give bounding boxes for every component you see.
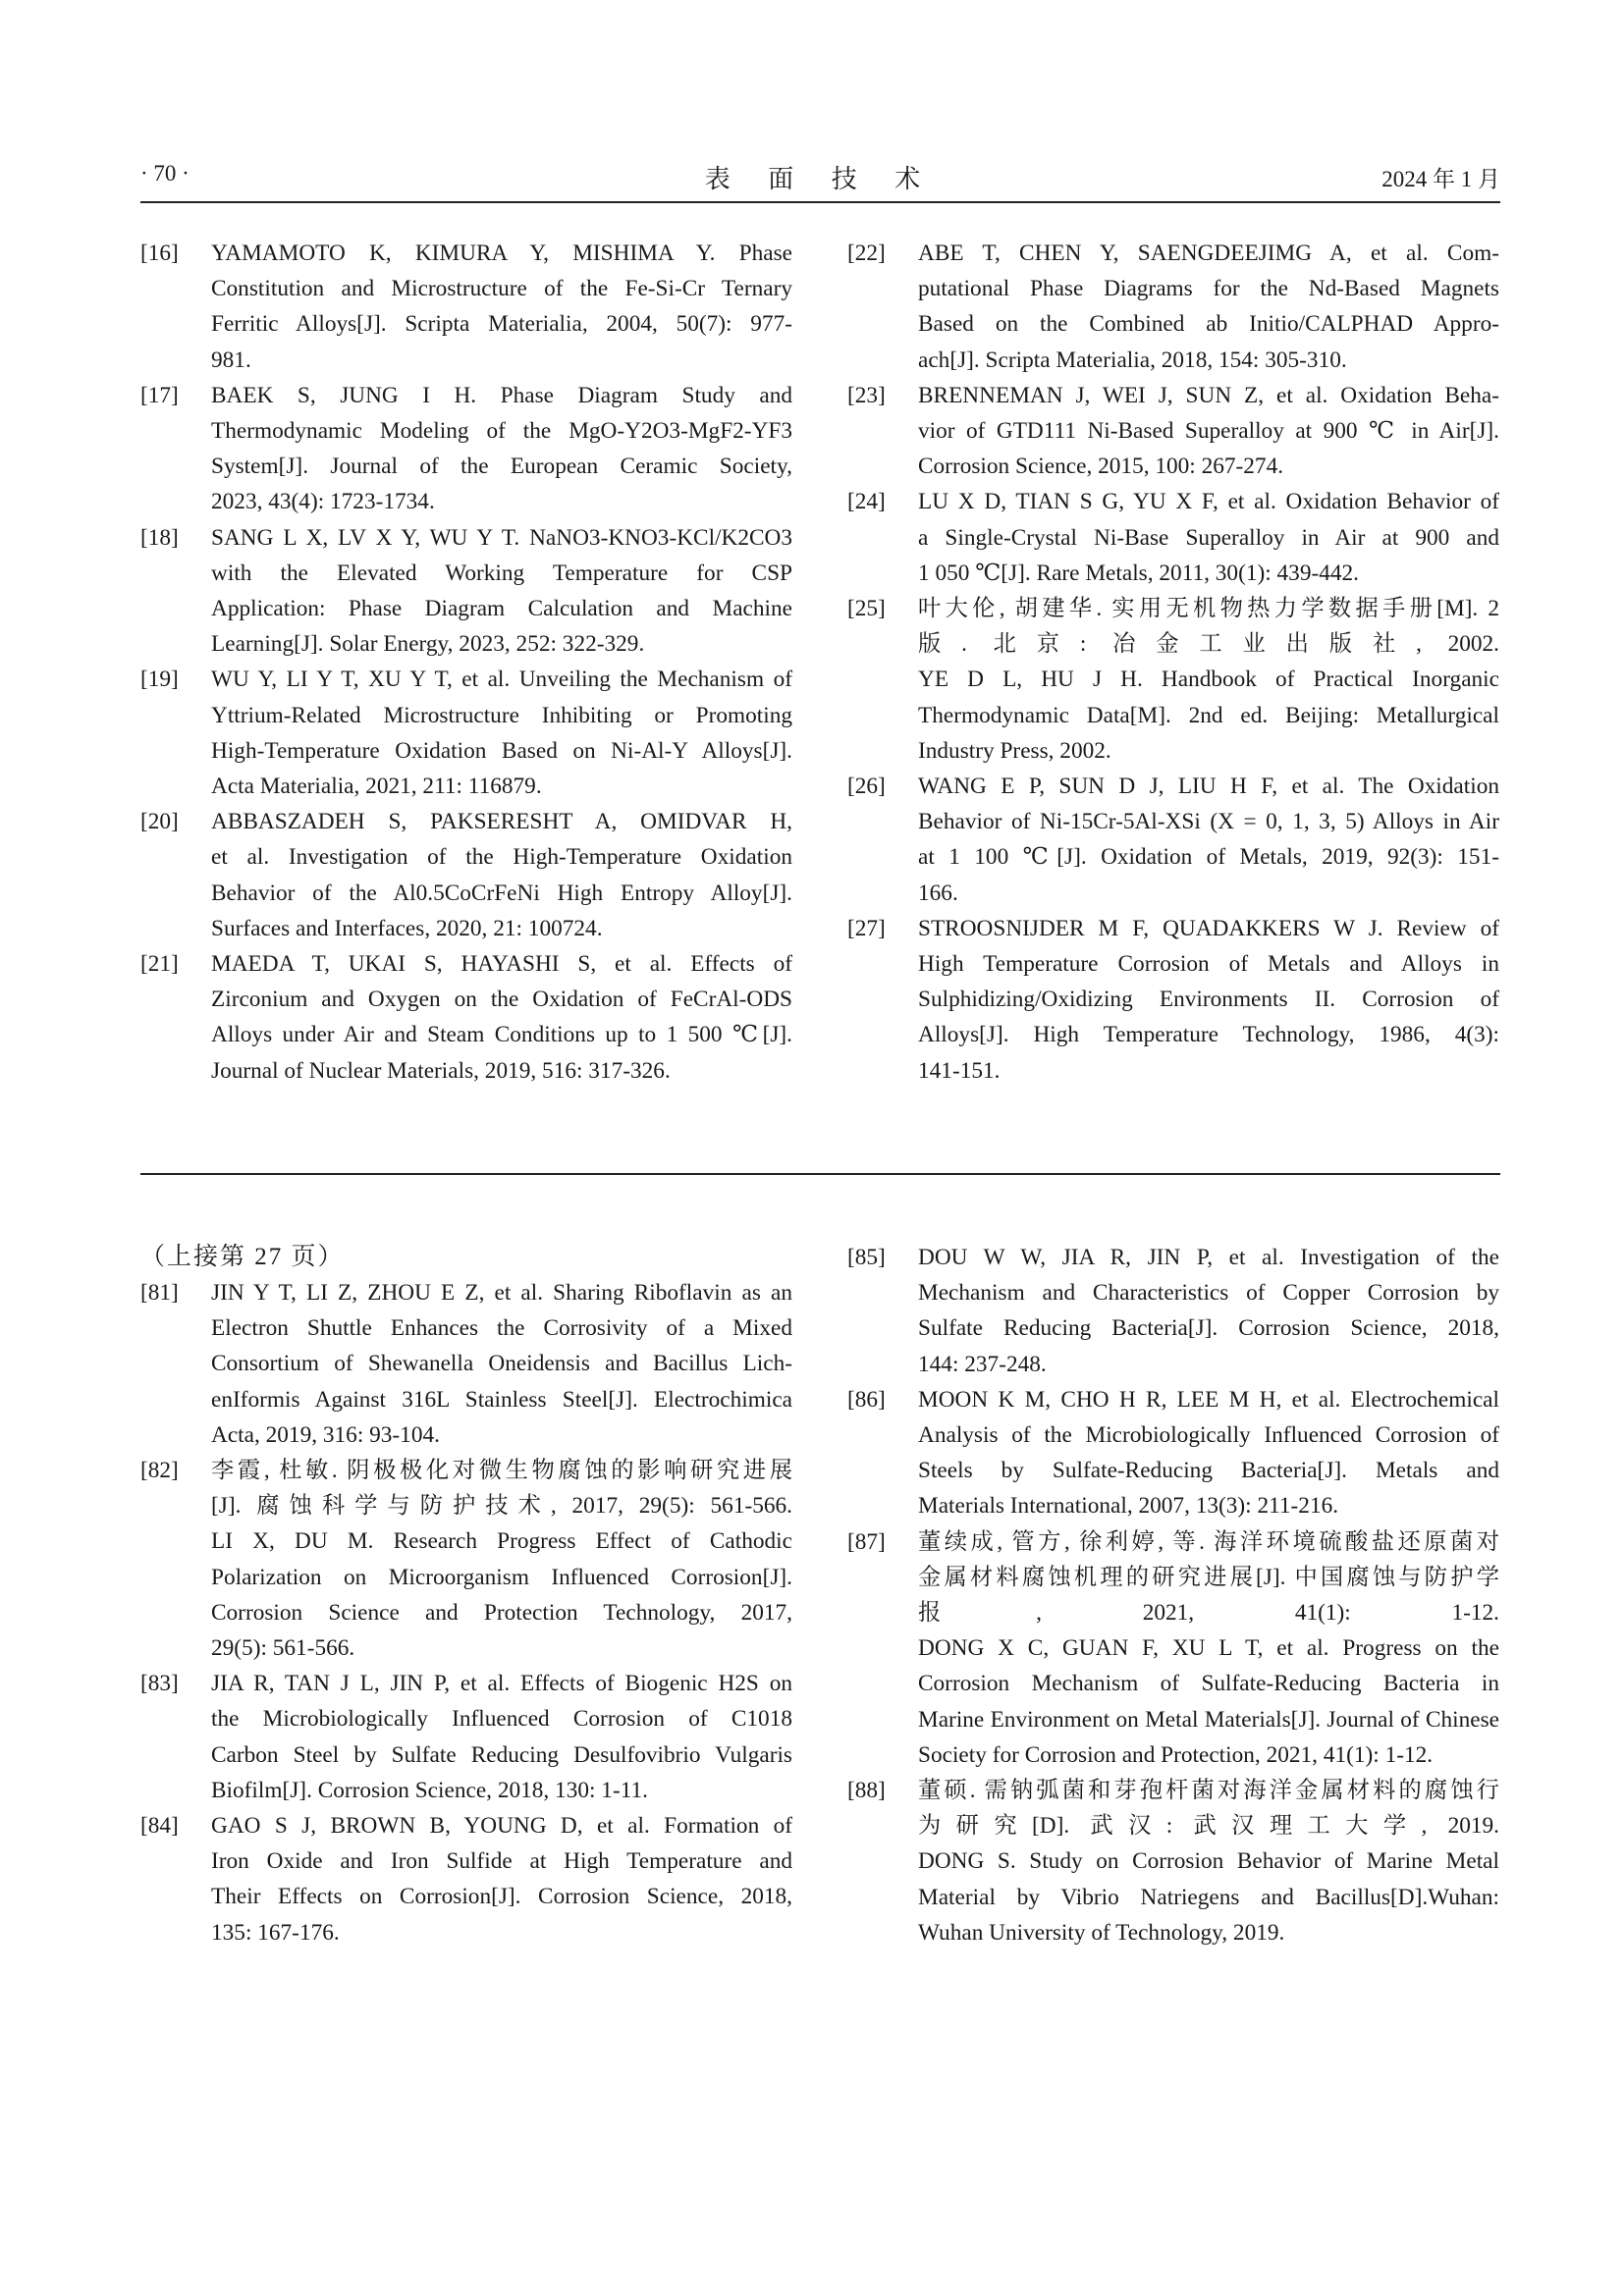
reference-line: YE D L, HU J H. Handbook of Practical Inorganic bbox=[918, 667, 1499, 693]
reference-line: Consortium of Shewanella Oneidensis and Bacillus Lich- bbox=[211, 1351, 792, 1377]
reference-line: 金属材料腐蚀机理的研究进展[J]. 中国腐蚀与防护学 bbox=[918, 1564, 1499, 1590]
reference-line: Mechanism and Characteristics of Copper Corrosion by bbox=[918, 1280, 1499, 1307]
reference-line: Alloys under Air and Steam Conditions up to 1 500 ℃[J]. bbox=[211, 1022, 792, 1048]
reference-number: [23] bbox=[847, 382, 886, 408]
reference-column-bottom-right bbox=[847, 1240, 1499, 1950]
reference-number: [87] bbox=[847, 1528, 886, 1555]
reference-column-top-right bbox=[847, 236, 1499, 1089]
reference-column-top-left bbox=[140, 236, 792, 1089]
reference-line: MOON K M, CHO H R, LEE M H, et al. Electrochemical bbox=[918, 1386, 1499, 1413]
reference-number: [25] bbox=[847, 596, 886, 622]
reference-line: ABBASZADEH S, PAKSERESHT A, OMIDVAR H, bbox=[211, 809, 792, 835]
reference-line: MAEDA T, UKAI S, HAYASHI S, et al. Effects of bbox=[211, 951, 792, 978]
reference-line: 135: 167-176. bbox=[211, 1919, 340, 1946]
reference-line: JIA R, TAN J L, JIN P, et al. Effects of Biogenic H2S on bbox=[211, 1671, 792, 1697]
reference-line: Industry Press, 2002. bbox=[918, 737, 1111, 764]
reference-line: System[J]. Journal of the European Ceramic Society, bbox=[211, 454, 792, 480]
reference-line: the Microbiologically Influenced Corrosion of C1018 bbox=[211, 1706, 792, 1733]
reference-line: Biofilm[J]. Corrosion Science, 2018, 130: 1-11. bbox=[211, 1777, 648, 1803]
reference-line: WU Y, LI Y T, XU Y T, et al. Unveiling the Mechanism of bbox=[211, 667, 792, 693]
reference-line: YAMAMOTO K, KIMURA Y, MISHIMA Y. Phase bbox=[211, 240, 792, 266]
reference-entry bbox=[140, 1275, 792, 1453]
reference-line: Society for Corrosion and Protection, 2021, 41(1): 1-12. bbox=[918, 1741, 1434, 1768]
reference-line: 董硕. 需钠弧菌和芽孢杆菌对海洋金属材料的腐蚀行 bbox=[918, 1778, 1499, 1804]
reference-line: putational Phase Diagrams for the Nd-Based Magnets bbox=[918, 276, 1499, 302]
reference-line: Polarization on Microorganism Influenced Corrosion[J]. bbox=[211, 1564, 792, 1590]
reference-line: Corrosion Science and Protection Technology, 2017, bbox=[211, 1599, 792, 1626]
reference-entry bbox=[847, 236, 1499, 378]
reference-line: enIformis Against 316L Stainless Steel[J]. Electrochimica bbox=[211, 1386, 792, 1413]
reference-number: [83] bbox=[140, 1671, 179, 1697]
reference-entry bbox=[140, 804, 792, 946]
reference-line: 叶大伦, 胡建华. 实用无机物热力学数据手册[M]. 2 bbox=[918, 596, 1499, 622]
reference-line: 141-151. bbox=[918, 1057, 1001, 1084]
reference-line: ABE T, CHEN Y, SAENGDEEJIMG A, et al. Com- bbox=[918, 240, 1499, 266]
reference-line: Behavior of the Al0.5CoCrFeNi High Entropy Alloy[J]. bbox=[211, 880, 792, 906]
reference-line: GAO S J, BROWN B, YOUNG D, et al. Formation of bbox=[211, 1813, 792, 1840]
reference-number: [18] bbox=[140, 524, 179, 551]
reference-line: Acta, 2019, 316: 93-104. bbox=[211, 1421, 440, 1448]
reference-line: DOU W W, JIA R, JIN P, et al. Investigation of the bbox=[918, 1245, 1499, 1270]
reference-number: [21] bbox=[140, 951, 179, 978]
reference-line: BRENNEMAN J, WEI J, SUN Z, et al. Oxidation Beha- bbox=[918, 382, 1499, 408]
page-number: · 70 · bbox=[140, 161, 189, 186]
header-rule bbox=[140, 201, 1500, 203]
reference-number: [86] bbox=[847, 1386, 886, 1413]
reference-line: Thermodynamic Data[M]. 2nd ed. Beijing: Metallurgical bbox=[918, 702, 1499, 728]
reference-line: 144: 237-248. bbox=[918, 1351, 1047, 1377]
reference-line: Their Effects on Corrosion[J]. Corrosion Science, 2018, bbox=[211, 1884, 792, 1910]
reference-line: High-Temperature Oxidation Based on Ni-Al-Y Alloys[J]. bbox=[211, 737, 792, 764]
running-header bbox=[140, 155, 1500, 193]
reference-line: JIN Y T, LI Z, ZHOU E Z, et al. Sharing Riboflavin as an bbox=[211, 1280, 792, 1306]
reference-line: Behavior of Ni-15Cr-5Al-XSi (X = 0, 1, 3, 5) Alloys in Air bbox=[918, 809, 1499, 835]
reference-number: [26] bbox=[847, 774, 886, 800]
reference-line: BAEK S, JUNG I H. Phase Diagram Study and bbox=[211, 382, 792, 408]
reference-line: 为研究[D]. 武汉: 武汉理工大学, 2019. bbox=[918, 1813, 1499, 1840]
reference-line: Materials International, 2007, 13(3): 211-216. bbox=[918, 1493, 1339, 1520]
reference-line: DONG X C, GUAN F, XU L T, et al. Progress on the bbox=[918, 1635, 1499, 1662]
reference-line: at 1 100 ℃[J]. Oxidation of Metals, 2019, 92(3): 151- bbox=[918, 844, 1499, 871]
reference-line: Acta Materialia, 2021, 211: 116879. bbox=[211, 774, 542, 800]
reference-line: Material by Vibrio Natriegens and Bacillus[D].Wuhan: bbox=[918, 1884, 1499, 1910]
journal-title: 表 面 技 术 bbox=[704, 165, 937, 193]
reference-line: Ferritic Alloys[J]. Scripta Materialia, 2004, 50(7): 977- bbox=[211, 311, 792, 338]
reference-line: 李霞, 杜敏. 阴极极化对微生物腐蚀的影响研究进展 bbox=[211, 1458, 792, 1484]
reference-entry bbox=[847, 1524, 1499, 1773]
reference-line: Sulfate Reducing Bacteria[J]. Corrosion Science, 2018, bbox=[918, 1315, 1499, 1342]
reference-entry bbox=[140, 1666, 792, 1808]
reference-line: et al. Investigation of the High-Temperature Oxidation bbox=[211, 844, 792, 871]
reference-line: High Temperature Corrosion of Metals and Alloys in bbox=[918, 951, 1499, 978]
reference-number: [22] bbox=[847, 240, 886, 266]
reference-entry bbox=[847, 1382, 1499, 1524]
reference-entry bbox=[140, 946, 792, 1089]
reference-line: 报, 2021, 41(1): 1-12. bbox=[918, 1600, 1499, 1627]
reference-entry bbox=[847, 484, 1499, 591]
reference-entry bbox=[140, 1808, 792, 1950]
reference-line: vior of GTD111 Ni-Based Superalloy at 900 ℃ in Air[J]. bbox=[918, 418, 1499, 445]
reference-line: Carbon Steel by Sulfate Reducing Desulfovibrio Vulgaris bbox=[211, 1741, 792, 1768]
reference-entry bbox=[140, 662, 792, 804]
reference-entry bbox=[847, 769, 1499, 911]
reference-number: [19] bbox=[140, 667, 179, 693]
reference-line: Constitution and Microstructure of the Fe-Si-Cr Ternary bbox=[211, 276, 792, 302]
reference-line: Alloys[J]. High Temperature Technology, 1986, 4(3): bbox=[918, 1022, 1499, 1048]
reference-line: Thermodynamic Modeling of the MgO-Y2O3-MgF2-YF3 bbox=[211, 418, 792, 445]
reference-entry bbox=[847, 1773, 1499, 1950]
reference-line: Analysis of the Microbiologically Influenced Corrosion of bbox=[918, 1422, 1499, 1449]
reference-number: [82] bbox=[140, 1458, 179, 1484]
reference-entry bbox=[847, 591, 1499, 769]
section-divider bbox=[140, 1173, 1500, 1175]
reference-line: 2023, 43(4): 1723-1734. bbox=[211, 489, 435, 515]
reference-line: Zirconium and Oxygen on the Oxidation of FeCrAl-ODS bbox=[211, 987, 792, 1013]
issue-date: 2024 年 1 月 bbox=[1381, 167, 1500, 191]
reference-number: [24] bbox=[847, 489, 886, 515]
reference-line: SANG L X, LV X Y, WU Y T. NaNO3-KNO3-KCl/K2CO3 bbox=[211, 524, 792, 551]
reference-line: STROOSNIJDER M F, QUADAKKERS W J. Review of bbox=[918, 915, 1499, 941]
continued-from-note: （上接第 27 页） bbox=[140, 1244, 345, 1270]
reference-number: [85] bbox=[847, 1245, 886, 1270]
reference-entry bbox=[847, 911, 1499, 1089]
reference-line: Iron Oxide and Iron Sulfide at High Temperature and bbox=[211, 1848, 792, 1875]
reference-line: 166. bbox=[918, 880, 958, 906]
reference-line: Corrosion Mechanism of Sulfate-Reducing Bacteria in bbox=[918, 1671, 1499, 1697]
reference-entry bbox=[847, 378, 1499, 485]
reference-line: Steels by Sulfate-Reducing Bacteria[J]. Metals and bbox=[918, 1458, 1499, 1484]
reference-number: [88] bbox=[847, 1778, 886, 1804]
reference-line: Surfaces and Interfaces, 2020, 21: 100724. bbox=[211, 915, 603, 941]
reference-line: 版. 北京: 冶金工业出版社, 2002. bbox=[918, 631, 1499, 658]
reference-line: 1 050 ℃[J]. Rare Metals, 2011, 30(1): 439-442. bbox=[918, 560, 1359, 586]
reference-line: Based on the Combined ab Initio/CALPHAD Appro- bbox=[918, 311, 1499, 338]
reference-line: Yttrium-Related Microstructure Inhibiting or Promoting bbox=[211, 702, 792, 728]
reference-number: [84] bbox=[140, 1813, 179, 1840]
reference-number: [17] bbox=[140, 382, 179, 408]
reference-entry bbox=[847, 1240, 1499, 1382]
reference-line: a Single-Crystal Ni-Base Superalloy in Air at 900 and bbox=[918, 524, 1499, 551]
reference-line: Wuhan University of Technology, 2019. bbox=[918, 1919, 1285, 1946]
reference-line: LI X, DU M. Research Progress Effect of Cathodic bbox=[211, 1528, 792, 1555]
reference-line: LU X D, TIAN S G, YU X F, et al. Oxidation Behavior of bbox=[918, 489, 1499, 515]
reference-line: with the Elevated Working Temperature for CSP bbox=[211, 560, 792, 586]
reference-number: [81] bbox=[140, 1280, 179, 1306]
reference-line: Application: Phase Diagram Calculation and Machine bbox=[211, 596, 792, 622]
reference-line: Marine Environment on Metal Materials[J]. Journal of Chinese bbox=[918, 1706, 1499, 1733]
reference-line: DONG S. Study on Corrosion Behavior of Marine Metal bbox=[918, 1848, 1499, 1875]
reference-line: Learning[J]. Solar Energy, 2023, 252: 322-329. bbox=[211, 631, 645, 658]
reference-entry bbox=[140, 520, 792, 663]
reference-line: ach[J]. Scripta Materialia, 2018, 154: 305-310. bbox=[918, 347, 1347, 373]
reference-line: Corrosion Science, 2015, 100: 267-274. bbox=[918, 454, 1284, 480]
reference-number: [16] bbox=[140, 240, 179, 266]
reference-number: [20] bbox=[140, 809, 179, 835]
reference-number: [27] bbox=[847, 915, 886, 941]
reference-column-bottom-left bbox=[140, 1240, 792, 1950]
reference-line: 董续成, 管方, 徐利婷, 等. 海洋环境硫酸盐还原菌对 bbox=[918, 1528, 1499, 1555]
reference-entry bbox=[140, 378, 792, 520]
reference-entry bbox=[140, 1453, 792, 1666]
reference-line: 981. bbox=[211, 347, 251, 373]
reference-line: Electron Shuttle Enhances the Corrosivity of a Mixed bbox=[211, 1315, 792, 1342]
reference-line: Sulphidizing/Oxidizing Environments II. Corrosion of bbox=[918, 987, 1499, 1013]
reference-line: [J]. 腐蚀科学与防护技术, 2017, 29(5): 561-566. bbox=[211, 1493, 792, 1520]
reference-line: 29(5): 561-566. bbox=[211, 1635, 355, 1662]
reference-entry bbox=[140, 236, 792, 378]
reference-line: Journal of Nuclear Materials, 2019, 516: 317-326. bbox=[211, 1057, 671, 1084]
reference-line: WANG E P, SUN D J, LIU H F, et al. The Oxidation bbox=[918, 774, 1499, 800]
